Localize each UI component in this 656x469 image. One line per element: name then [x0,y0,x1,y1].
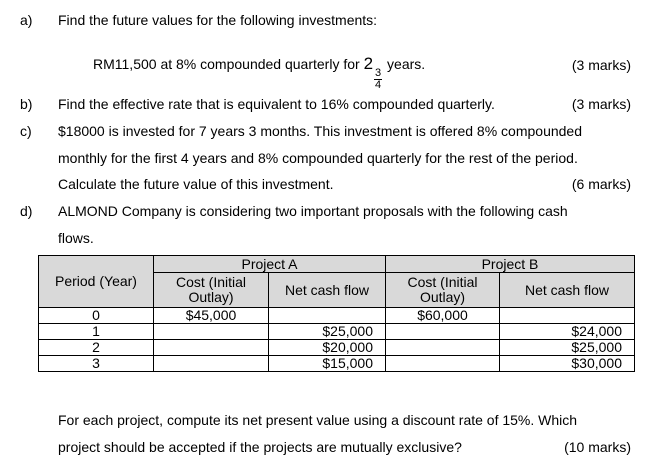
mixed-number-whole: 2 [363,54,374,73]
table-row [39,308,635,324]
period-cell: 0 [39,308,154,324]
question-d-letter: d) [20,203,33,219]
cost-header-line2: Outlay) [188,289,234,305]
question-a-years: years. [387,56,426,72]
project-b-header: Project B [386,256,635,273]
question-b-text: Find the effective rate that is equivalent to 16% compounded quarterly. [58,96,495,112]
project-b-cost-cell [386,324,500,340]
period-cell: 2 [39,340,154,356]
cost-header-line2: Outlay) [419,289,466,305]
project-a-header: Project A [154,256,386,273]
project-a-cost-cell: $45,000 [154,308,269,324]
period-header: Period (Year) [39,256,154,308]
question-b-letter: b) [20,96,33,112]
cost-header-line1: Cost (Initial [175,274,247,290]
question-c-line1: $18000 is invested for 7 years 3 months. This investment is offered 8% compounded [58,123,583,139]
fraction-denominator: 4 [374,79,382,91]
cash-flow-table [38,255,635,372]
period-cell: 1 [39,324,154,340]
question-d-marks: (10 marks) [564,439,631,455]
project-b-net-header: Net cash flow [500,273,635,308]
project-a-net-header: Net cash flow [269,273,386,308]
project-a-cost-cell [154,356,269,372]
project-a-net-cell: $15,000 [269,356,386,372]
question-d-after-line2: project should be accepted if the projects are mutually exclusive? [58,439,462,455]
question-c-line2: monthly for the first 4 years and 8% compounded quarterly for the rest of the period. [58,150,578,166]
question-a-marks: (3 marks) [571,57,631,73]
mixed-number-fraction [374,68,382,91]
project-a-cost-cell [154,340,269,356]
question-a-investment [93,54,425,91]
question-c-marks: (6 marks) [571,176,631,192]
project-b-net-cell: $24,000 [500,324,635,340]
question-c-letter: c) [20,123,32,139]
project-a-net-cell: $20,000 [269,340,386,356]
project-a-cost-cell [154,324,269,340]
question-d-after-line1: For each project, compute its net present value using a discount rate of 15%. Which [58,412,578,428]
project-a-net-cell: $25,000 [269,324,386,340]
question-c-line3: Calculate the future value of this investment. [58,176,334,192]
fraction-numerator: 3 [374,67,382,79]
table-row [39,340,635,356]
period-cell: 3 [39,356,154,372]
cost-header-line1: Cost (Initial [407,274,478,290]
question-d-line1: ALMOND Company is considering two important proposals with the following cash [58,203,568,219]
question-a-letter: a) [20,12,33,28]
project-b-cost-cell [386,340,500,356]
table-row [39,324,635,340]
project-b-cost-header [386,273,500,308]
project-a-net-cell [269,308,386,324]
project-b-cost-cell [386,356,500,372]
project-a-cost-header [154,273,269,308]
question-d-line2: flows. [58,230,94,246]
project-b-net-cell: $25,000 [500,340,635,356]
question-b-marks: (3 marks) [571,96,631,112]
project-b-net-cell: $30,000 [500,356,635,372]
question-a-text: Find the future values for the following investments: [58,12,378,28]
table-header-row-1 [39,256,635,273]
project-b-cost-cell: $60,000 [386,308,500,324]
table-row [39,356,635,372]
project-b-net-cell [500,308,635,324]
question-a-investment-text: RM11,500 at 8% compounded quarterly for [93,56,360,72]
